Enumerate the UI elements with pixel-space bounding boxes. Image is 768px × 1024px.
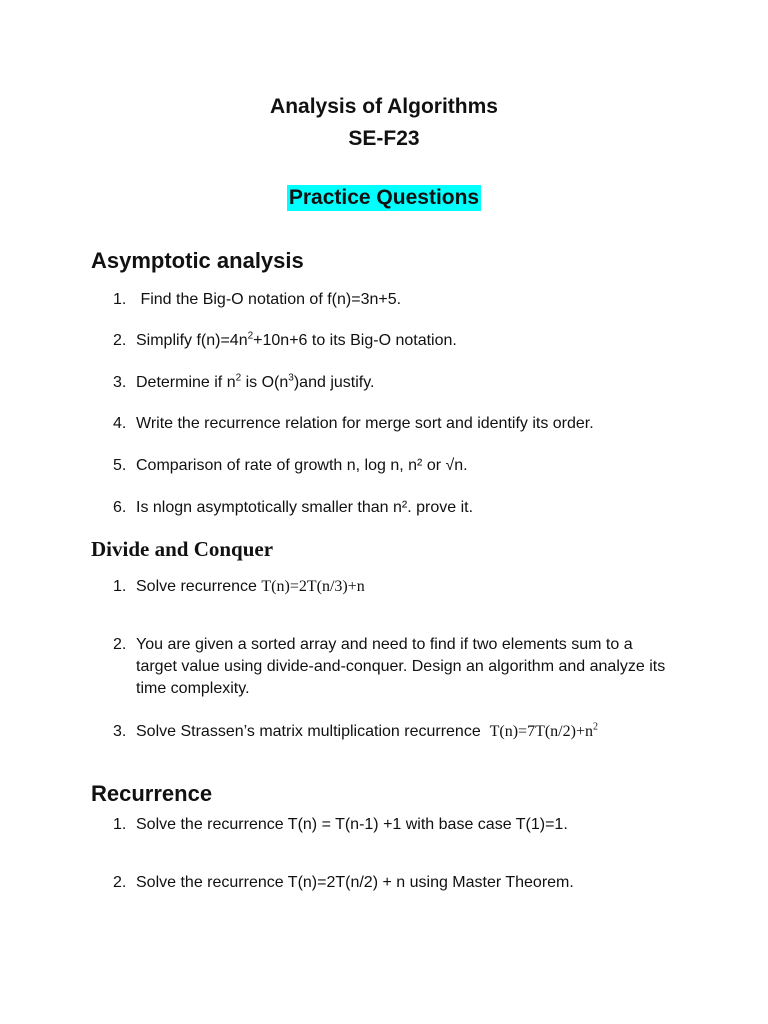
item-text: You are given a sorted array and need to find if two elements sum to a target value using divide-and-conquer. Design an algorithm and analyze its time complexity. [136, 636, 666, 697]
superscript: 3 [288, 372, 294, 384]
item-number: 4. [113, 415, 127, 432]
item-number: 6. [113, 499, 127, 516]
list-item [113, 497, 673, 519]
text-run: Simplify f(n)=4n [136, 332, 248, 349]
text-run: Solve Strassen’s matrix multiplication recurrence [136, 723, 490, 740]
list-item [113, 814, 673, 836]
section-heading-divide-conquer: Divide and Conquer [91, 537, 274, 561]
item-text: Is nlogn asymptotically smaller than n². prove it. [136, 499, 474, 516]
superscript: 2 [247, 330, 254, 342]
section-heading-asymptotic: Asymptotic analysis [91, 248, 304, 273]
list-item [113, 330, 673, 352]
list-item [113, 576, 673, 598]
document-title: Analysis of Algorithms [270, 95, 498, 118]
item-text [136, 372, 673, 394]
list-item [113, 372, 673, 394]
text-run: )and justify. [293, 374, 375, 391]
list-item [113, 455, 673, 477]
text-run: +10n+6 to its Big-O notation. [253, 332, 457, 349]
item-text [136, 576, 673, 598]
item-text: Solve the recurrence T(n)=2T(n/2) + n using Master Theorem. [136, 874, 574, 891]
item-text [136, 721, 673, 743]
list-item [113, 634, 673, 700]
list-item [113, 413, 673, 435]
text-run: Determine if n [136, 374, 236, 391]
item-text [136, 330, 673, 352]
text-run: Solve recurrence [136, 578, 262, 595]
section-heading-recurrence: Recurrence [91, 781, 213, 806]
item-number: 1. [113, 578, 127, 595]
practice-questions-highlight: Practice Questions [288, 186, 480, 209]
formula: T(n)=7T(n/2)+n [489, 723, 593, 740]
superscript: 2 [235, 372, 242, 384]
item-text: Solve the recurrence T(n) = T(n-1) +1 with base case T(1)=1. [136, 816, 568, 833]
item-text: Comparison of rate of growth n, log n, n² or √n. [136, 457, 468, 474]
item-number: 5. [113, 457, 127, 474]
item-number: 1. [113, 816, 127, 833]
superscript: 2 [592, 721, 598, 733]
item-number: 2. [113, 874, 127, 891]
item-text: Find the Big-O notation of f(n)=3n+5. [136, 291, 402, 308]
text-run: is O(n [241, 374, 289, 391]
item-number: 3. [113, 723, 127, 740]
formula: T(n)=2T(n/3)+n [261, 578, 365, 595]
item-number: 2. [113, 332, 127, 349]
list-item [113, 721, 673, 743]
list-item [113, 289, 673, 311]
course-code: SE-F23 [348, 127, 420, 150]
list-item [113, 872, 673, 894]
item-text: Write the recurrence relation for merge sort and identify its order. [136, 415, 594, 432]
item-number: 2. [113, 636, 127, 653]
item-number: 1. [113, 291, 127, 308]
item-number: 3. [113, 374, 127, 391]
